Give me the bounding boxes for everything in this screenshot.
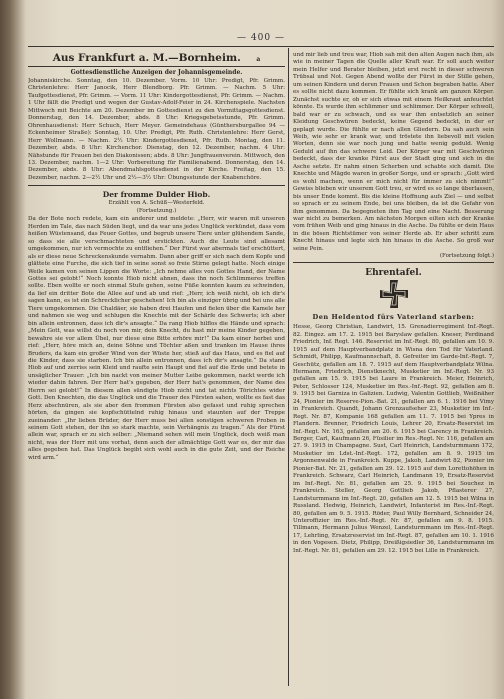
honor-roll-title: Ehrentafel.: [365, 268, 422, 279]
column-divider: [288, 48, 289, 686]
section-header-mark: a: [256, 56, 261, 63]
heroes-list-text: Hesse, Georg Christian, Landwirt, 15. Grenadierregiment Inf.-Regt. 82. Eingez. am 17. 2. 1915 bei Baryslaw gefallen. Kneser, Ferdinand Friedrich, Inf. Regt. 146. Reservist im Inf.-Regt. 80, gefallen am 10. 9. 1915 auf dem Hauptverbandplatz in Wisna den Tod für Vaterland. Schmidt, Philipp, Kaufmannschaft, 8. Gefreiter im Garde-Inf.-Regt. 7, Geschütz, gefallen am 18. 7. 1915 auf dem Hauptverbandplatz Wilna. Hermann, Friedrich, Dienstknecht, Musketier im Inf.-Regt. Nr. 93 gefallen am 15. 9. 1915 bei Laure in Frankreich. Meier, Heinrich, Peter, Schlosser 124, Musketier im Res.-Inf.-Regt. 92, gefallen am 8. 9. 1915 bei Garniza in Galizien. Ludwig, Valentin Gottlieb, Weißnäher 24, Pionier im Reserve-Pion.-Bat. 21, gefallen am 6. 1. 1916 bei Vimy in Frankreich. Quandt, Johann Grenzaufseher 23, Musketier im Inf.-Regt. Nr. 87, Kompanie 168 gefallen am 11. 7. 1915 bei Ypres in Flandern. Brenner, Friedrich Louis, Lehrer 20, Ersatz-Reservist im Inf.-Regt. Nr. 163, gefallen am 20. 6. 1915 bei Carency in Frankreich. Berger, Carl, Kaufmann 26, Füsilier im Res.-Regt. Nr. 116, gefallen am 27. 9. 1915 in Champagne. Sust, Carl Heinrich, Landsturmmann 172, Musketier im Ldst.-Inf.-Regt. 172, gefallen am 8. 9. 1915 im Argonnenwalde in Frankreich. Kuppe, Jakob, Landwirt 82, Pionier im Pionier-Bat. Nr. 21, gefallen am 29. 12. 1915 auf dem Lorettohöhen in Frankreich. Schwarz, Carl Heinrich, Landmann 19, Ersatz-Reservist im Inf.-Regt. Nr. 81, gefallen am 25. 9. 1915 bei Souchez in Frankreich. Steller, Georg Gottlieb Jakob, Pflasterer 27, Landsturmmann im Inf.-Regt. 20, gefallen am 12. 5. 1915 bei Wilna in Russland. Hedwig, Heinrich, Landwirt, Infanterist im Res.-Inf.-Regt. 80, gefallen am 9. 5. 1915. Röder, Paul Willy Bernhard, Schneider 24, Unteroffizier im Res.-Inf.-Regt. Nr. 87, gefallen am 9. 8. 1915. Tillmann, Hermann Julius Wenzel, Landsturmmann im Res.-Inf.-Regt. 17, Lehrling, Ersatzreservist im Inf.-Regt. 87, gefallen am 10. 1. 1916 in den Vogesen. Dietz, Philipp, Dreißigsiedler 36, Landsturmmann im Inf.-Regt. Nr. 81, gefallen am 29. 12. 1915 bei Lille in Frankreich.: [293, 324, 494, 554]
to-be-continued: (Fortsetzung folgt.): [439, 253, 494, 260]
church-announcements-heading: Gottesdienstliche Anzeigen der Johannisgemeinde.: [70, 69, 243, 76]
section-header: [28, 52, 285, 67]
divider-rule-right: [293, 262, 494, 263]
story-author: Erzählt von A. Schüß—Westerfeld.: [108, 200, 205, 207]
left-column: [28, 52, 285, 686]
story-text: Da der Bote noch redete, kam ein anderer und meldete: „Herr, wir waren mit unseren Herden im Tale, das nach Süden liegt, und da war uns jedes Unglück verkündet, dass vom heißen Wüstensand, das Feuer Gottes, und begrub unsere Tiere unter glühendem Sande, so dass sie alle verschmachteten und erstickten. Auch die Leute sind allesamt umgekommen, nur ich vermochte zu entfliehen.“ Der Fürst war abermals tief erschüttert, als er diese neue Schreckenskunde vernahm. Dann aber griff er sich nach dem Kopfe und glättete eine Furche, die sich tief in seine sonst so freie Stirne gelegt hatte. Noch einige Weile kamen von seinen Lippen die Worte: „Ich nehme alles von Gottes Hand, der Name Gottes sei gelobt!“ Noch konnte Hiob nicht ahnen, dass ihn noch Schlimmeres treffen sollte. Eben wollte er noch einmal Stufe gehen, seine Füße konnten kaum zu schwinden, da lief ein dritter Bote die Allee auf und ab und rief: „Herr, ich weiß nicht, ob ich dir's sagen kann, es ist ein Schrecklicher geschehen! Ich bin als einziger übrig und bei uns alle Tiere umgekommen. Die Chaldäer, sie haben drei Haufen und fielen über die Kamele her und nahmen sie weg und schlugen die Knechte mit der Schärfe des Schwerts; ich aber bin allein entronnen, dass ich dir's ansagte.“ Da rang Hiob hilflos die Hände und sprach: „Mein Gott, was willst du noch von mir, dein Knecht, du hast mir meine Kinder gegeben, bewahre sie vor allem Übel, nur diese eine Bitte erhöre mir!“ Da kam einer herbei und rief: „Herr, höre mich an, deine Söhne und Töchter aßen und tranken im Hause ihres Bruders, da kam ein großer Wind von der Wüste her, stieß auf das Haus, und es fiel auf die Kinder, dass sie starben. Ich bin allein entronnen, dass ich dir's ansagte.“ Da stand Hiob auf und zerriss sein Kleid und raufte sein Haupt und fiel auf die Erde und betete in unsäglicher Trauer: „Ich bin nackt von meiner Mutter Leibe gekommen, nackt werde ich wieder dahin fahren. Der Herr hat's gegeben, der Herr hat's genommen, der Name des Herrn sei gelobt!“ In diesem allen sündigte Hiob nicht und tat nichts Törichtes wider Gott. Den Knechten, die das Unglück und die Trauer des Fürsten sahen, wollte es fast das Herz abschnüren, als sie aber den frommen Fürsten also gefasst und ruhig sprechen hörten, da gingen sie kopfschüttelnd ruhig hinaus und staunten auf der Treppe zueinander: „Ihr lieben Brüder, der Herr muss bei allen sonstigen schweren Proben in seinem Gott stehen, der ihn so stark machte, sein Verhängnis zu tragen.“ Als der Fürst allein war, sprach er zu sich selber: „Niemand sehen will mein Unglück, doch weiß man nicht, was der Herr mit uns vorhat, denn auch der allmächtige Gott war es, der mir das alles gegeben hat. Das Unglück begibt sich wohl auch in die gute Zeit, und der Reiche wird arm.“: [28, 216, 285, 461]
divider-rule: [28, 185, 285, 186]
right-column: [293, 52, 494, 686]
page-number: — 400 —: [237, 33, 285, 43]
top-rule: [28, 46, 494, 47]
church-announcements-text: Johanniskirche. Sonntag, den 10. Dezember. Vorm. 10 Uhr: Predigt, Pfr. Grimm. Christenlehre: Herr Janocik, Herr Blendborg. Pfr. Grimm. — Nachm. 5 Uhr: Taufgottesdienst, Pfr. Grimm. — Vorm. 11 Uhr: Kindergottesdienst, Pfr. Grimm. — Nachm. 1 Uhr fällt die Predigt und wegen der Gustav-Adolf-Feier in 24. Kirchenspiele. Nachsten Mittwoch mit Beichte am 20. Dezember im Gottesdienst zu den Vormittagsgottesdienst. Donnerstag, den 14. Dezember, abds. 8 Uhr: Kriegsgebetsstunde, Pfr. Grimm. Ohrenhausdienst: Herr Schuch, Herr Meyer. Gemeindehaus (Günthersburgallee 94 — Eckenheimer Straße): Sonntag, 10. Uhr: Predigt, Pfr. Ruth. Christenlehre: Herr Gerst, Herr Wollmann. — Nachm. 2½ Uhr: Kindergottesdienst, Pfr. Ruth. Montag, den 11. Dezember, abds. 8 Uhr: Kirchenchor. Dienstag, den 12. Dezember, nachm. 4 Uhr: Nähstunde für Frauen bei den Diakonissen; abds. 8 Uhr: Jungfrauenverein. Mittwoch, den 13. Dezember, nachm. 1—2 Uhr: Vorbereitung für Familienabend. Donnerstag, den 14. Dezember, abds. 8 Uhr: Abendmahlsgottesdienst in der Kirche. Freitag, den 15. Dezember, nachm. 2—2½ Uhr und 2½—3½ Uhr: Übungsstunde der Knabenchöre.: [28, 78, 285, 181]
story-continued-text: und mir lieb und treu war, Hiob sah mit den alten Augen nach ihm, als wie in meiner Tagen die Quelle aller Kraft war. Er soll auch weiter mein Helfer und Berater bleiben, jetzt erst recht in dieser schweren Trübsal und Not. Gegen Abend wollte der Fürst in der Stille gehen, um seinen Kindern und deren Frauen und Schon begraben hatte. Aber es sollte nicht dazu kommen. Er fühlte sich krank am ganzen Körper. Zunächst suchte er, ob er sich etwas mit einem Heilkraut anfeuchtet könnte. Es wurde ihm schlimmer und schlimmer. Der Körper schwoll, bald war er zu schwach, und es war ihm entsetzlich an seiner Kleidung Geschwüren bedeckt, keine Gegend bedeckt, in der er geplagt wurde. Die fühlte er nach allen Gliedern. Da sah auch sein Weib, wie sehr er krank war, und tröstete ihn liebevoll mit vielen Worten, denn sie war noch jung und hatte wenig geduld. Wenig Geduld auf ihn das schwere Leid. Der Körper war mit Geschwüren bedeckt, dass der kranke Fürst aus der Stadt ging und sich in die Asche setzte. Er nahm einen Scherben und schabte sich damit. Die Knechte und Mägde waren in großer Sorge, und er sprach: „Gott wird es wohl machen, wenn er mich nicht für immer zu sich nimmt!“ Gewiss blieben wir unserem Gott treu, er wird es so lange überlassen, bis unser Ende kommt. Bis die kleine Hoffnung aufs Ziel — und selbst so sprach er zu seinem Ende, bei uns bleiben, da ist die Gefahr von ihm genommen. Da begegneten ihm Tag und eine Nacht. Besserung war nicht zu bemerken. Am nächsten Morgen eilten sich der Kranke vom frühen Weib und ging hinaus in die Asche. Da fühlte er dein Haus in die bösen Richtstümer von seiner Herde ab. Er aber schritt zum Knecht hinaus und legte sich hin hinaus in die Asche. So groß war seine Pein.: [293, 52, 494, 252]
newspaper-page: [28, 30, 494, 690]
story-title: Der fromme Dulder Hiob.: [102, 190, 211, 200]
section-header-text: Aus Frankfurt a. M.—Bornheim.: [52, 52, 241, 64]
story-continuation: (Fortsetzung.): [136, 208, 177, 215]
heroes-heading: Den Heldentod fürs Vaterland starben:: [312, 313, 475, 322]
iron-cross-icon: [379, 279, 409, 309]
